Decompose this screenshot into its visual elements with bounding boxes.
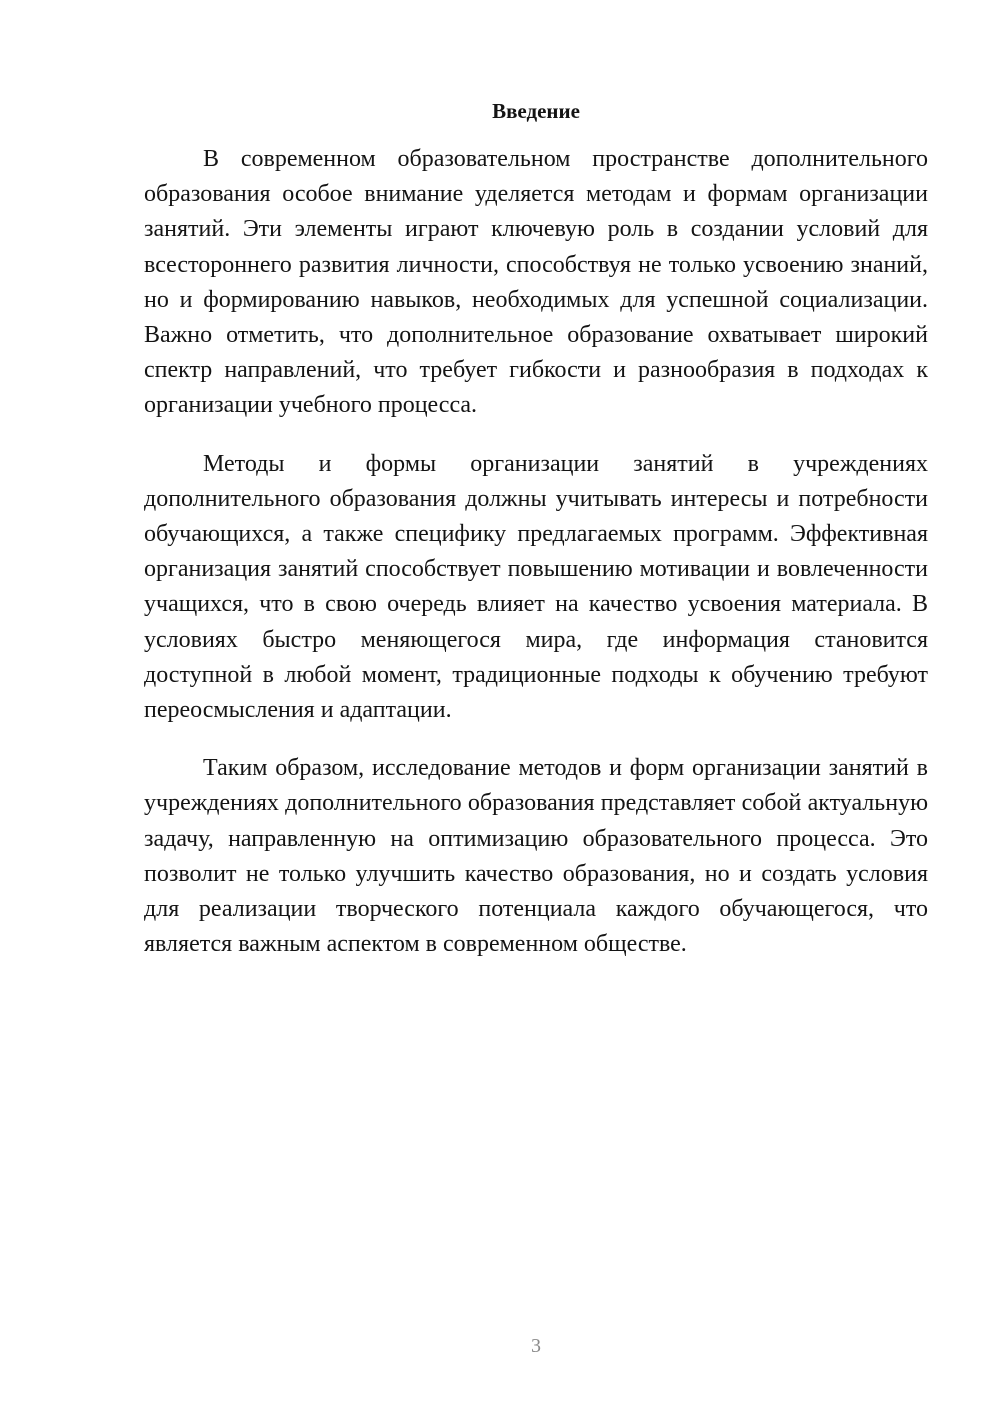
- paragraph-2: Методы и формы организации занятий в учреждениях дополнительного образования должны учитывать интересы и потребности обучающихся, а также специфику предлагаемых программ. Эффективная организация занятий способствует повышению мотивации и вовлеченности учащихся, что в свою очередь влияет на качество усвоения материала. В условиях быстро меняющегося мира, где информация становится доступной в любой момент, традиционные подходы к обучению требуют переосмысления и адаптации.: [144, 450, 928, 724]
- paragraph-1: В современном образовательном пространстве дополнительного образования особое внимание уделяется методам и формам организации занятий. Эти элементы играют ключевую роль в создании условий для всестороннего развития личности, способствуя не только усвоению знаний, но и формированию навыков, необходимых для успешной социализации. Важно отметить, что дополнительное образование охватывает широкий спектр направлений, что требует гибкости и разнообразия в подходах к организации учебного процесса.: [144, 146, 928, 419]
- body-text: [144, 142, 928, 985]
- paragraph-3: Таким образом, исследование методов и форм организации занятий в учреждениях дополнительного образования представляет собой актуальную задачу, направленную на оптимизацию образовательного процесса. Это позволит не только улучшить качество образования, но и создать условия для реализации творческого потенциала каждого обучающегося, что является важным аспектом в современном обществе.: [144, 755, 928, 958]
- page-title: Введение: [492, 99, 580, 123]
- page-number: 3: [531, 1335, 541, 1357]
